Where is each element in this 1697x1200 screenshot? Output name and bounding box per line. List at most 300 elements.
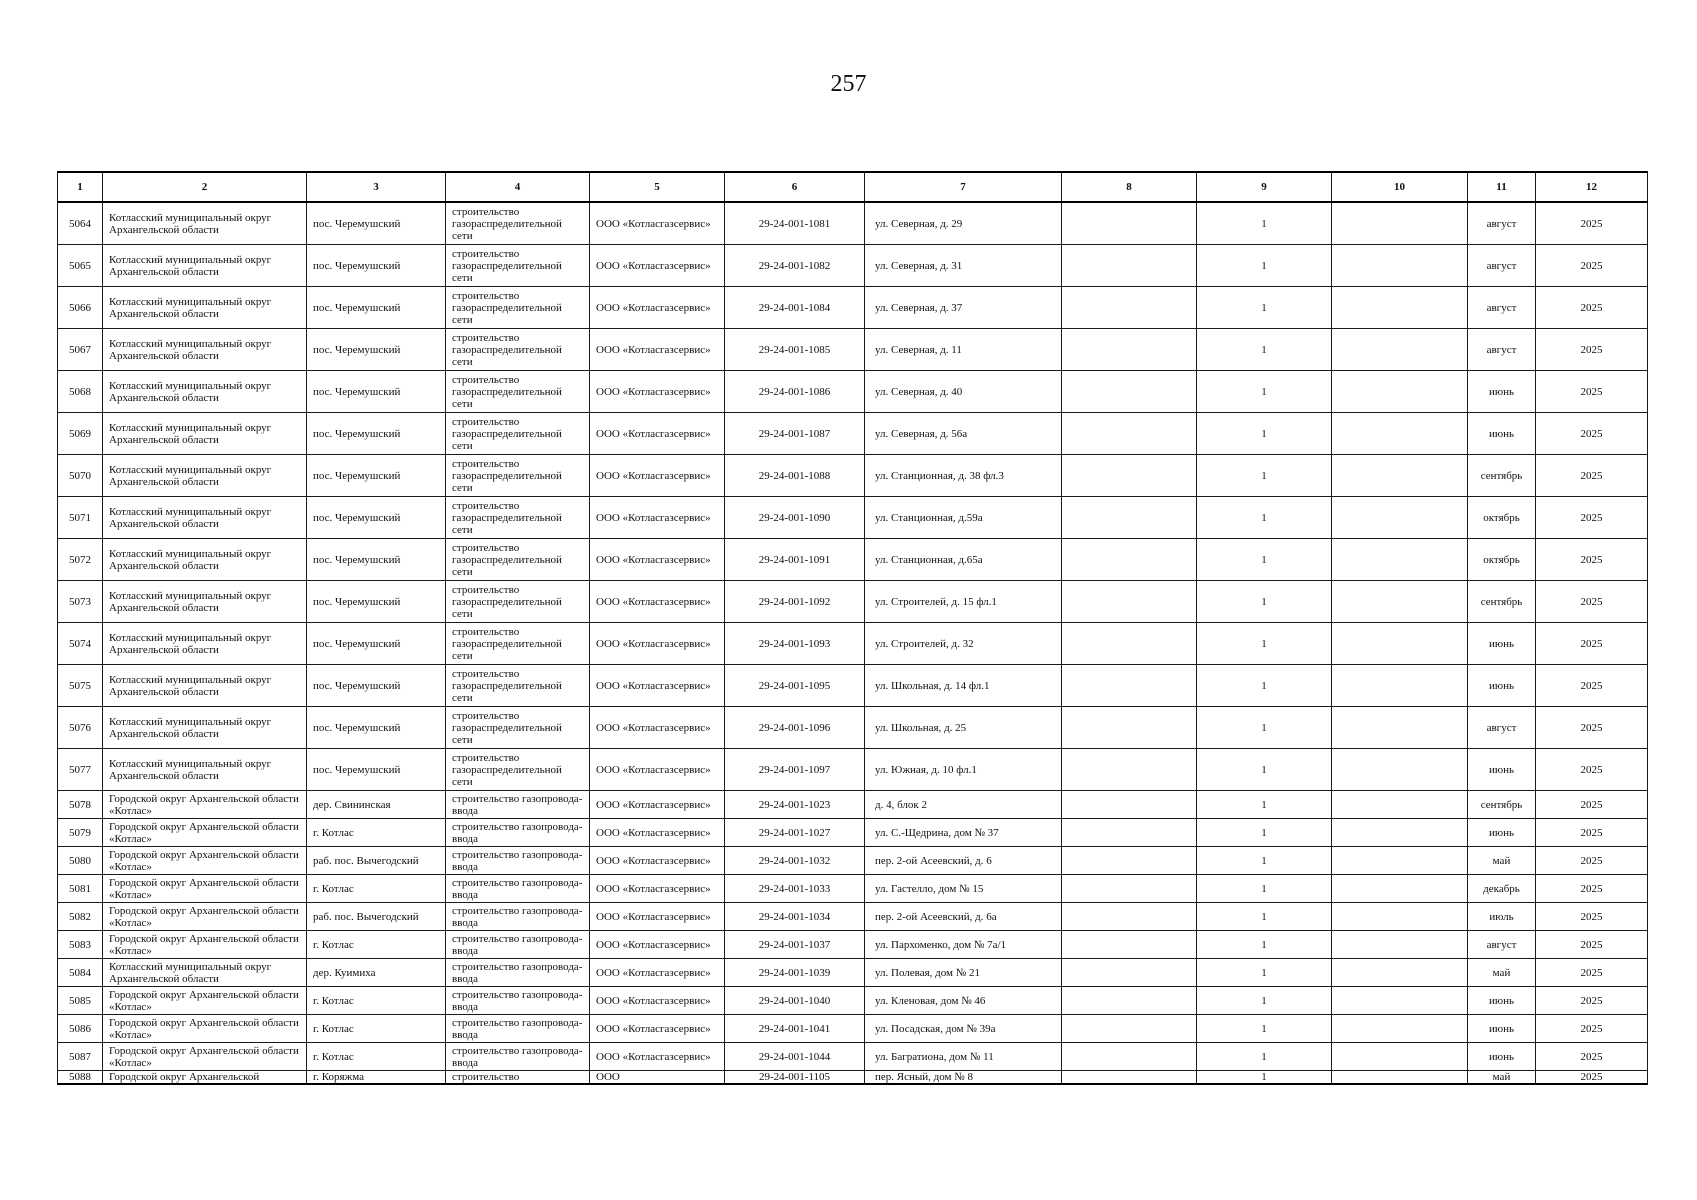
organization-cell xyxy=(590,875,725,903)
cadastral-number-cell-text: 29-24-001-1037 xyxy=(758,938,831,951)
quantity-cell-text: 1 xyxy=(1261,1022,1267,1035)
locality-cell xyxy=(307,245,446,287)
quantity-cell xyxy=(1197,749,1332,791)
month-cell xyxy=(1468,707,1536,749)
work-type-cell xyxy=(446,903,590,931)
row-number xyxy=(58,455,103,497)
quantity-cell xyxy=(1197,1015,1332,1043)
table-row xyxy=(58,749,1648,791)
table-row xyxy=(58,903,1648,931)
cadastral-number-cell-text: 29-24-001-1096 xyxy=(758,721,831,734)
cadastral-number-cell xyxy=(725,623,865,665)
year-cell-text: 2025 xyxy=(1580,469,1603,482)
quantity-cell xyxy=(1197,903,1332,931)
address-cell-text: д. 4, блок 2 xyxy=(875,798,928,811)
year-cell-text: 2025 xyxy=(1580,679,1603,692)
column-header: 12 xyxy=(1536,172,1648,202)
work-type-cell-text: строительство газопровода-ввода xyxy=(452,932,583,957)
column-8-cell xyxy=(1062,903,1197,931)
quantity-cell-text: 1 xyxy=(1261,469,1267,482)
address-cell xyxy=(865,287,1062,329)
work-type-cell-text: строительство газопровода-ввода xyxy=(452,960,583,985)
municipality-cell-text: Котласский муниципальный округ Архангельской области xyxy=(109,715,272,740)
organization-cell xyxy=(590,371,725,413)
cadastral-number-cell xyxy=(725,413,865,455)
column-10-cell xyxy=(1332,707,1468,749)
cadastral-number-cell-text: 29-24-001-1084 xyxy=(758,301,831,314)
row-number-text: 5081 xyxy=(69,882,91,895)
organization-cell-text: ООО xyxy=(596,1071,620,1083)
column-header: 4 xyxy=(446,172,590,202)
column-8-cell xyxy=(1062,371,1197,413)
row-number xyxy=(58,497,103,539)
municipality-cell-text: Городской округ Архангельской области «Котлас» xyxy=(109,1016,299,1041)
year-cell xyxy=(1536,581,1648,623)
locality-cell-text: пос. Черемушский xyxy=(313,721,401,734)
work-type-cell-text: строительство газораспределительной сети xyxy=(452,457,562,494)
work-type-cell xyxy=(446,665,590,707)
year-cell-text: 2025 xyxy=(1580,1022,1603,1035)
row-number-text: 5076 xyxy=(69,721,91,734)
year-cell xyxy=(1536,987,1648,1015)
cadastral-number-cell-text: 29-24-001-1087 xyxy=(758,427,831,440)
municipality-cell xyxy=(103,413,307,455)
address-cell xyxy=(865,539,1062,581)
locality-cell-text: пос. Черемушский xyxy=(313,343,401,356)
work-type-cell xyxy=(446,371,590,413)
column-10-cell xyxy=(1332,819,1468,847)
year-cell xyxy=(1536,707,1648,749)
month-cell-text: август xyxy=(1486,938,1517,951)
organization-cell xyxy=(590,903,725,931)
organization-cell xyxy=(590,245,725,287)
month-cell-text: август xyxy=(1486,217,1517,230)
address-cell xyxy=(865,819,1062,847)
cadastral-number-cell-text: 29-24-001-1023 xyxy=(758,798,831,811)
address-cell xyxy=(865,202,1062,245)
quantity-cell xyxy=(1197,875,1332,903)
organization-cell-text: ООО «Котласгазсервис» xyxy=(596,595,711,608)
month-cell xyxy=(1468,539,1536,581)
work-type-cell xyxy=(446,287,590,329)
municipality-cell xyxy=(103,959,307,987)
address-cell-text: пер. 2-ой Асеевский, д. 6а xyxy=(875,910,997,923)
municipality-cell xyxy=(103,875,307,903)
row-number-text: 5078 xyxy=(69,798,91,811)
quantity-cell xyxy=(1197,245,1332,287)
table-row xyxy=(58,581,1648,623)
work-type-cell-text: строительство газораспределительной сети xyxy=(452,625,562,662)
cadastral-number-cell-text: 29-24-001-1091 xyxy=(758,553,831,566)
month-cell-text: июнь xyxy=(1488,385,1514,398)
work-type-cell-text: строительство газораспределительной сети xyxy=(452,499,562,536)
quantity-cell-text: 1 xyxy=(1261,798,1267,811)
column-8-cell xyxy=(1062,245,1197,287)
organization-cell-text: ООО «Котласгазсервис» xyxy=(596,637,711,650)
quantity-cell-text: 1 xyxy=(1261,427,1267,440)
locality-cell-text: г. Котлас xyxy=(313,826,354,839)
cadastral-number-cell xyxy=(725,245,865,287)
table-row xyxy=(58,875,1648,903)
row-number xyxy=(58,1071,103,1085)
cadastral-number-cell xyxy=(725,539,865,581)
quantity-cell-text: 1 xyxy=(1261,994,1267,1007)
column-10-cell xyxy=(1332,287,1468,329)
municipality-cell xyxy=(103,791,307,819)
work-type-cell xyxy=(446,413,590,455)
quantity-cell-text: 1 xyxy=(1261,259,1267,272)
locality-cell xyxy=(307,202,446,245)
address-cell xyxy=(865,1043,1062,1071)
month-cell xyxy=(1468,665,1536,707)
row-number xyxy=(58,819,103,847)
work-type-cell xyxy=(446,931,590,959)
year-cell xyxy=(1536,371,1648,413)
work-type-cell xyxy=(446,1071,590,1085)
row-number xyxy=(58,539,103,581)
quantity-cell-text: 1 xyxy=(1261,553,1267,566)
municipality-cell xyxy=(103,455,307,497)
address-cell-text: ул. Северная, д. 40 xyxy=(875,385,963,398)
table-body xyxy=(58,202,1648,1084)
locality-cell xyxy=(307,959,446,987)
row-number-text: 5085 xyxy=(69,994,91,1007)
row-number-text: 5068 xyxy=(69,385,91,398)
locality-cell xyxy=(307,371,446,413)
month-cell xyxy=(1468,623,1536,665)
work-type-cell-text: строительство газораспределительной сети xyxy=(452,583,562,620)
municipality-cell xyxy=(103,903,307,931)
quantity-cell xyxy=(1197,413,1332,455)
month-cell-text: май xyxy=(1492,1071,1511,1083)
month-cell xyxy=(1468,931,1536,959)
work-type-cell xyxy=(446,847,590,875)
organization-cell xyxy=(590,749,725,791)
work-type-cell xyxy=(446,329,590,371)
organization-cell-text: ООО «Котласгазсервис» xyxy=(596,854,711,867)
address-cell-text: ул. Станционная, д.59а xyxy=(875,511,983,524)
cadastral-number-cell xyxy=(725,931,865,959)
month-cell xyxy=(1468,287,1536,329)
cadastral-number-cell-text: 29-24-001-1039 xyxy=(758,966,831,979)
address-cell-text: ул. Школьная, д. 14 фл.1 xyxy=(875,679,990,692)
locality-cell-text: пос. Черемушский xyxy=(313,763,401,776)
municipality-cell xyxy=(103,497,307,539)
address-cell xyxy=(865,455,1062,497)
column-10-cell xyxy=(1332,623,1468,665)
month-cell-text: август xyxy=(1486,721,1517,734)
municipality-cell xyxy=(103,371,307,413)
year-cell-text: 2025 xyxy=(1580,994,1603,1007)
address-cell xyxy=(865,665,1062,707)
organization-cell-text: ООО «Котласгазсервис» xyxy=(596,1050,711,1063)
locality-cell-text: г. Коряжма xyxy=(313,1071,364,1083)
month-cell-text: июнь xyxy=(1488,1022,1514,1035)
municipality-cell-text: Городской округ Архангельской области «Котлас» xyxy=(109,1044,299,1069)
row-number xyxy=(58,749,103,791)
column-10-cell xyxy=(1332,749,1468,791)
year-cell xyxy=(1536,1015,1648,1043)
year-cell-text: 2025 xyxy=(1580,511,1603,524)
quantity-cell xyxy=(1197,791,1332,819)
address-cell-text: пер. 2-ой Асеевский, д. 6 xyxy=(875,854,992,867)
table-row xyxy=(58,497,1648,539)
address-cell xyxy=(865,329,1062,371)
cadastral-number-cell-text: 29-24-001-1041 xyxy=(758,1022,831,1035)
address-cell-text: ул. Пархоменко, дом № 7а/1 xyxy=(875,938,1007,951)
row-number-text: 5067 xyxy=(69,343,91,356)
row-number-text: 5079 xyxy=(69,826,91,839)
column-header: 1 xyxy=(58,172,103,202)
work-type-cell-text: строительство газораспределительной сети xyxy=(452,289,562,326)
cadastral-number-cell xyxy=(725,847,865,875)
organization-cell-text: ООО «Котласгазсервис» xyxy=(596,798,711,811)
address-cell-text: ул. Посадская, дом № 39а xyxy=(875,1022,996,1035)
quantity-cell-text: 1 xyxy=(1261,637,1267,650)
year-cell-text: 2025 xyxy=(1580,637,1603,650)
column-8-cell xyxy=(1062,1015,1197,1043)
month-cell-text: август xyxy=(1486,343,1517,356)
row-number xyxy=(58,1043,103,1071)
cadastral-number-cell xyxy=(725,749,865,791)
organization-cell xyxy=(590,665,725,707)
quantity-cell-text: 1 xyxy=(1261,385,1267,398)
organization-cell-text: ООО «Котласгазсервис» xyxy=(596,343,711,356)
locality-cell xyxy=(307,413,446,455)
month-cell xyxy=(1468,329,1536,371)
work-type-cell-text: строительство газораспределительной сети xyxy=(452,541,562,578)
row-number xyxy=(58,245,103,287)
cadastral-number-cell xyxy=(725,707,865,749)
work-type-cell xyxy=(446,581,590,623)
work-type-cell-text: строительство газораспределительной сети xyxy=(452,205,562,242)
locality-cell xyxy=(307,287,446,329)
month-cell-text: сентябрь xyxy=(1480,595,1523,608)
municipality-cell-text: Городской округ Архангельской xyxy=(109,1071,260,1083)
column-10-cell xyxy=(1332,371,1468,413)
month-cell xyxy=(1468,749,1536,791)
year-cell xyxy=(1536,245,1648,287)
municipality-cell xyxy=(103,819,307,847)
quantity-cell xyxy=(1197,987,1332,1015)
work-type-cell-text: строительство газопровода-ввода xyxy=(452,792,583,817)
work-type-cell xyxy=(446,791,590,819)
locality-cell-text: пос. Черемушский xyxy=(313,511,401,524)
row-number-text: 5080 xyxy=(69,854,91,867)
locality-cell xyxy=(307,497,446,539)
year-cell-text: 2025 xyxy=(1580,798,1603,811)
locality-cell xyxy=(307,749,446,791)
organization-cell xyxy=(590,959,725,987)
month-cell xyxy=(1468,371,1536,413)
quantity-cell xyxy=(1197,329,1332,371)
column-8-cell xyxy=(1062,539,1197,581)
year-cell-text: 2025 xyxy=(1580,553,1603,566)
month-cell-text: август xyxy=(1486,259,1517,272)
month-cell xyxy=(1468,455,1536,497)
work-type-cell-text: строительство газораспределительной сети xyxy=(452,373,562,410)
cadastral-number-cell xyxy=(725,903,865,931)
column-8-cell xyxy=(1062,847,1197,875)
year-cell-text: 2025 xyxy=(1580,385,1603,398)
municipality-cell xyxy=(103,931,307,959)
locality-cell-text: дер. Куимиха xyxy=(313,966,376,979)
locality-cell-text: г. Котлас xyxy=(313,994,354,1007)
quantity-cell-text: 1 xyxy=(1261,826,1267,839)
quantity-cell xyxy=(1197,1043,1332,1071)
address-cell-text: ул. Северная, д. 29 xyxy=(875,217,963,230)
cadastral-number-cell-text: 29-24-001-1040 xyxy=(758,994,831,1007)
municipality-cell-text: Котласский муниципальный округ Архангельской области xyxy=(109,757,272,782)
municipality-cell-text: Котласский муниципальный округ Архангельской области xyxy=(109,463,272,488)
cadastral-number-cell-text: 29-24-001-1088 xyxy=(758,469,831,482)
year-cell-text: 2025 xyxy=(1580,1071,1603,1083)
address-cell-text: ул. Южная, д. 10 фл.1 xyxy=(875,763,977,776)
locality-cell-text: раб. пос. Вычегодский xyxy=(313,854,419,867)
row-number-text: 5070 xyxy=(69,469,91,482)
cadastral-number-cell xyxy=(725,1043,865,1071)
locality-cell xyxy=(307,665,446,707)
organization-cell xyxy=(590,1071,725,1085)
table-row xyxy=(58,455,1648,497)
year-cell xyxy=(1536,875,1648,903)
organization-cell xyxy=(590,455,725,497)
year-cell-text: 2025 xyxy=(1580,1050,1603,1063)
address-cell-text: ул. Строителей, д. 32 xyxy=(875,637,974,650)
table-row xyxy=(58,245,1648,287)
column-10-cell xyxy=(1332,903,1468,931)
month-cell-text: май xyxy=(1492,854,1511,867)
address-cell-text: ул. Северная, д. 31 xyxy=(875,259,963,272)
row-number-text: 5087 xyxy=(69,1050,91,1063)
year-cell xyxy=(1536,749,1648,791)
organization-cell xyxy=(590,539,725,581)
municipality-cell xyxy=(103,539,307,581)
table-row xyxy=(58,791,1648,819)
column-10-cell xyxy=(1332,931,1468,959)
year-cell xyxy=(1536,903,1648,931)
year-cell xyxy=(1536,959,1648,987)
row-number xyxy=(58,791,103,819)
municipality-cell-text: Городской округ Архангельской области «Котлас» xyxy=(109,876,299,901)
address-cell-text: ул. Кленовая, дом № 46 xyxy=(875,994,986,1007)
column-8-cell xyxy=(1062,987,1197,1015)
address-cell xyxy=(865,1071,1062,1085)
month-cell xyxy=(1468,791,1536,819)
column-header: 6 xyxy=(725,172,865,202)
address-cell-text: ул. Станционная, д.65а xyxy=(875,553,983,566)
cadastral-number-cell-text: 29-24-001-1086 xyxy=(758,385,831,398)
month-cell-text: июль xyxy=(1489,910,1514,923)
locality-cell-text: г. Котлас xyxy=(313,938,354,951)
municipality-cell xyxy=(103,623,307,665)
municipality-cell-text: Городской округ Архангельской области «Котлас» xyxy=(109,792,299,817)
cadastral-number-cell xyxy=(725,1071,865,1085)
address-cell xyxy=(865,581,1062,623)
row-number-text: 5086 xyxy=(69,1022,91,1035)
municipality-cell xyxy=(103,987,307,1015)
address-cell-text: ул. Багратиона, дом № 11 xyxy=(875,1050,994,1063)
month-cell xyxy=(1468,903,1536,931)
organization-cell-text: ООО «Котласгазсервис» xyxy=(596,966,711,979)
column-8-cell xyxy=(1062,1043,1197,1071)
quantity-cell-text: 1 xyxy=(1261,854,1267,867)
column-8-cell xyxy=(1062,413,1197,455)
organization-cell xyxy=(590,791,725,819)
work-type-cell xyxy=(446,749,590,791)
address-cell xyxy=(865,959,1062,987)
month-cell xyxy=(1468,581,1536,623)
municipality-cell-text: Котласский муниципальный округ Архангельской области xyxy=(109,505,272,530)
row-number xyxy=(58,287,103,329)
locality-cell-text: пос. Черемушский xyxy=(313,217,401,230)
organization-cell-text: ООО «Котласгазсервис» xyxy=(596,882,711,895)
month-cell xyxy=(1468,1015,1536,1043)
column-10-cell xyxy=(1332,539,1468,581)
row-number xyxy=(58,623,103,665)
month-cell xyxy=(1468,959,1536,987)
address-cell xyxy=(865,413,1062,455)
organization-cell xyxy=(590,497,725,539)
address-cell-text: ул. С.-Щедрина, дом № 37 xyxy=(875,826,999,839)
locality-cell xyxy=(307,329,446,371)
column-8-cell xyxy=(1062,455,1197,497)
column-8-cell xyxy=(1062,707,1197,749)
work-type-cell xyxy=(446,1043,590,1071)
month-cell-text: сентябрь xyxy=(1480,798,1523,811)
table-row xyxy=(58,623,1648,665)
column-10-cell xyxy=(1332,581,1468,623)
row-number-text: 5074 xyxy=(69,637,91,650)
year-cell-text: 2025 xyxy=(1580,763,1603,776)
month-cell xyxy=(1468,1043,1536,1071)
column-header: 2 xyxy=(103,172,307,202)
locality-cell xyxy=(307,1071,446,1085)
month-cell xyxy=(1468,245,1536,287)
year-cell-text: 2025 xyxy=(1580,427,1603,440)
month-cell xyxy=(1468,202,1536,245)
address-cell-text: ул. Северная, д. 37 xyxy=(875,301,963,314)
organization-cell xyxy=(590,1015,725,1043)
cadastral-number-cell xyxy=(725,329,865,371)
cadastral-number-cell-text: 29-24-001-1032 xyxy=(758,854,831,867)
column-10-cell xyxy=(1332,987,1468,1015)
locality-cell-text: дер. Свининская xyxy=(313,798,391,811)
organization-cell xyxy=(590,987,725,1015)
cadastral-number-cell-text: 29-24-001-1092 xyxy=(758,595,831,608)
locality-cell-text: пос. Черемушский xyxy=(313,595,401,608)
locality-cell-text: г. Котлас xyxy=(313,882,354,895)
column-10-cell xyxy=(1332,847,1468,875)
year-cell xyxy=(1536,497,1648,539)
quantity-cell xyxy=(1197,287,1332,329)
cadastral-number-cell xyxy=(725,987,865,1015)
row-number xyxy=(58,707,103,749)
locality-cell xyxy=(307,819,446,847)
year-cell xyxy=(1536,539,1648,581)
address-cell-text: ул. Станционная, д. 38 фл.3 xyxy=(875,469,1004,482)
year-cell xyxy=(1536,287,1648,329)
work-type-cell-text: строительство газопровода-ввода xyxy=(452,820,583,845)
quantity-cell-text: 1 xyxy=(1261,301,1267,314)
municipality-cell xyxy=(103,665,307,707)
year-cell-text: 2025 xyxy=(1580,910,1603,923)
organization-cell-text: ООО «Котласгазсервис» xyxy=(596,994,711,1007)
cadastral-number-cell-text: 29-24-001-1033 xyxy=(758,882,831,895)
quantity-cell-text: 1 xyxy=(1261,966,1267,979)
year-cell xyxy=(1536,847,1648,875)
work-type-cell xyxy=(446,539,590,581)
